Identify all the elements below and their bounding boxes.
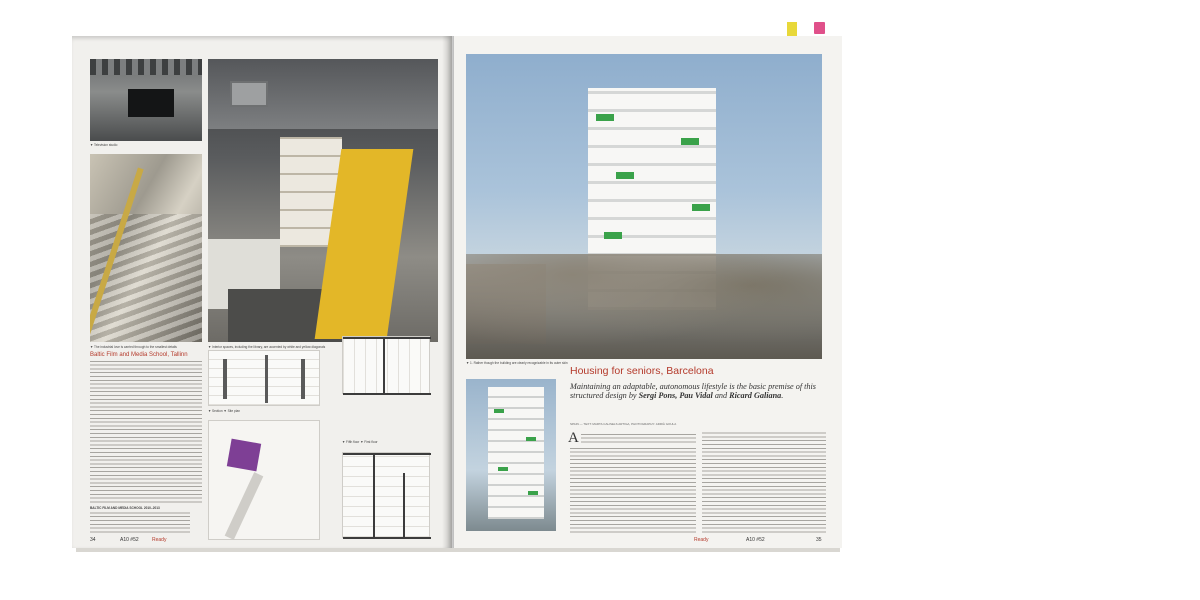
project-info-text [90, 512, 190, 534]
drawing-first-floor-plan [342, 452, 430, 538]
green-balcony [616, 172, 634, 179]
architects-names: Sergi Pons, Pau Vidal [638, 391, 713, 401]
body-text-col1-top [581, 432, 696, 444]
project-info-heading: BALTIC FILM AND MEDIA SCHOOL 2010–2013 [90, 506, 160, 510]
plan-wall [343, 393, 431, 395]
photo-tower-detail [466, 379, 556, 531]
site-street [225, 472, 264, 540]
caption-library: ▼ Interior spaces, including the library, are accented by white and yellow diagonals [208, 345, 326, 349]
left-issue-label: A10 #52 [120, 537, 139, 543]
caption-floor-plans: ▼ Fifth floor ▼ First floor [342, 440, 378, 444]
right-section-label: Ready [694, 537, 709, 543]
site-highlight [227, 439, 261, 472]
caption-tower-photo: ▼ 1. Rather though the building are clearly recognizable in its outer skin [466, 361, 568, 365]
left-page-number: 34 [90, 537, 96, 543]
ceiling-vent [230, 81, 268, 107]
plan-wall [403, 473, 405, 539]
photo-staircase [90, 154, 202, 342]
right-page [454, 36, 842, 548]
standfirst-end: . [781, 391, 784, 401]
bookmark-pink[interactable] [814, 22, 825, 34]
lighting-rig [90, 59, 202, 75]
body-text-col2 [702, 432, 826, 534]
plan-wall [343, 537, 431, 539]
byline: SPAIN — TEXT: MARTA CALISELS ARTIGA, PHOTOGRAPHY: ADRIÀ GOULA [570, 422, 677, 426]
green-balcony [604, 232, 622, 239]
caption-stairs: ▼ The industrial love is carried through to the smallest details [90, 345, 177, 349]
architect-last-name: Ricard Galiana [729, 391, 782, 401]
trees [466, 254, 822, 359]
magazine-spread [72, 33, 842, 553]
tower-building [488, 387, 544, 519]
section-wall [265, 355, 268, 403]
caption-section-siteplan: ▼ Section ▼ Site plan [208, 409, 241, 413]
article-body-text [90, 361, 202, 504]
green-balcony [526, 437, 536, 441]
green-balcony [498, 467, 508, 471]
plan-wall [373, 453, 375, 539]
green-balcony [596, 114, 614, 121]
caption-tv-studio: ▼ Television studio [90, 143, 118, 147]
plan-wall [383, 337, 385, 395]
left-section-label: Ready [152, 537, 167, 543]
studio-screen [128, 89, 174, 117]
section-wall [223, 359, 227, 399]
drawing-fifth-floor-plan [342, 336, 430, 394]
left-page [72, 36, 452, 548]
photo-library [208, 59, 438, 342]
plan-wall [343, 453, 431, 455]
green-balcony [528, 491, 538, 495]
drawing-site-plan [208, 420, 320, 540]
section-wall [301, 359, 305, 399]
plan-wall [343, 337, 431, 339]
right-issue-label: A10 #52 [746, 537, 765, 543]
drawing-section [208, 350, 320, 406]
green-balcony [681, 138, 699, 145]
photo-television-studio [90, 59, 202, 141]
standfirst-text: Maintaining an adaptable, autonomous lifestyle is the basic premise of this structured design by [570, 382, 816, 401]
photo-tower-exterior [466, 54, 822, 359]
standfirst-and: and [712, 391, 730, 401]
page-edge [76, 548, 840, 552]
standfirst [570, 382, 826, 400]
article-heading: Baltic Film and Media School, Tallinn [90, 352, 188, 358]
drop-cap: A [568, 430, 579, 446]
right-page-number: 35 [816, 537, 822, 543]
green-balcony [494, 409, 504, 413]
body-text-col1 [570, 446, 696, 534]
article-headline: Housing for seniors, Barcelona [570, 365, 714, 377]
green-balcony [692, 204, 710, 211]
